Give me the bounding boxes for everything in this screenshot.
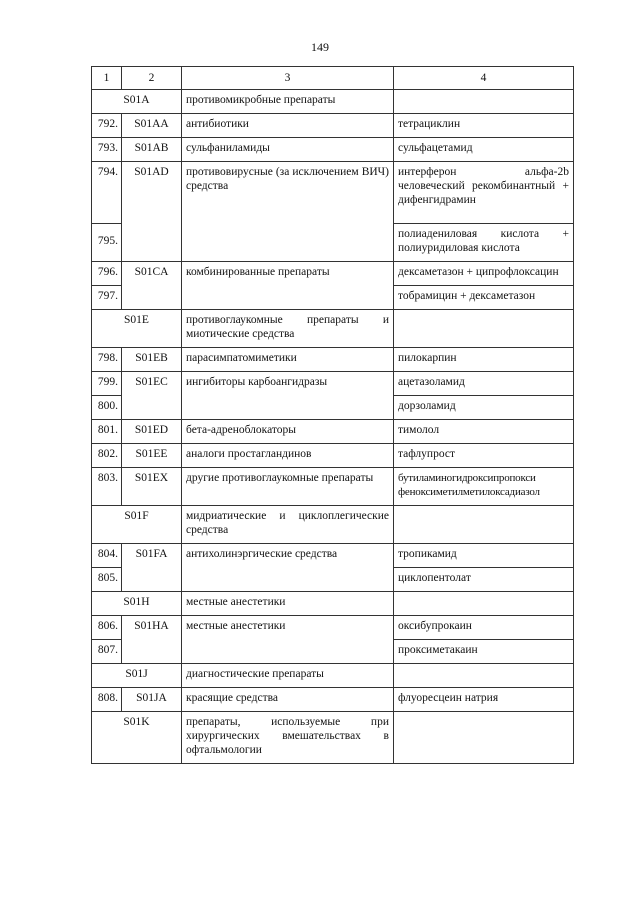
group-row bbox=[92, 592, 574, 616]
drug-name: дорзоламид bbox=[394, 396, 574, 420]
atc-description: ингибиторы карбоангидразы bbox=[182, 372, 394, 420]
atc-code: S01CA bbox=[122, 262, 182, 310]
row-number: 792. bbox=[92, 114, 122, 138]
row-number: 800. bbox=[92, 396, 122, 420]
empty-cell bbox=[394, 310, 574, 348]
group-code: S01A bbox=[92, 90, 182, 114]
row-number: 802. bbox=[92, 444, 122, 468]
empty-cell bbox=[394, 592, 574, 616]
drug-table bbox=[91, 66, 574, 764]
row-number: 796. bbox=[92, 262, 122, 286]
empty-cell bbox=[394, 664, 574, 688]
table-row bbox=[92, 616, 574, 640]
row-number: 808. bbox=[92, 688, 122, 712]
drug-name: тропикамид bbox=[394, 544, 574, 568]
group-row bbox=[92, 712, 574, 764]
header-col-2: 2 bbox=[122, 67, 182, 90]
row-number: 794. bbox=[92, 162, 122, 224]
table-row bbox=[92, 468, 574, 506]
row-number: 797. bbox=[92, 286, 122, 310]
drug-name: флуоресцеин натрия bbox=[394, 688, 574, 712]
group-row bbox=[92, 506, 574, 544]
table-row bbox=[92, 688, 574, 712]
atc-description: другие противоглаукомные препараты bbox=[182, 468, 394, 506]
group-row bbox=[92, 664, 574, 688]
table-row bbox=[92, 420, 574, 444]
atc-description: антихолинэргические средства bbox=[182, 544, 394, 592]
empty-cell bbox=[394, 712, 574, 764]
drug-name: тимолол bbox=[394, 420, 574, 444]
page-number: 149 bbox=[311, 40, 329, 54]
header-col-4: 4 bbox=[394, 67, 574, 90]
table-row bbox=[92, 262, 574, 286]
drug-name: циклопентолат bbox=[394, 568, 574, 592]
group-code: S01E bbox=[92, 310, 182, 348]
table-row bbox=[92, 138, 574, 162]
drug-name: интерферон альфа-2b человеческий рекомбинантный + дифенгидрамин bbox=[394, 162, 574, 224]
drug-name: пилокарпин bbox=[394, 348, 574, 372]
atc-code: S01EC bbox=[122, 372, 182, 420]
drug-name: проксиметакаин bbox=[394, 640, 574, 664]
drug-name: ацетазоламид bbox=[394, 372, 574, 396]
row-number: 793. bbox=[92, 138, 122, 162]
atc-code: S01EB bbox=[122, 348, 182, 372]
drug-name: дексаметазон + ципрофлоксацин bbox=[394, 262, 574, 286]
group-code: S01H bbox=[92, 592, 182, 616]
group-description: противомикробные препараты bbox=[182, 90, 394, 114]
drug-name: полиадениловая кислота + полиуридиловая кислота bbox=[394, 224, 574, 262]
group-description: мидриатические и циклоплегические средства bbox=[182, 506, 394, 544]
atc-code: S01HA bbox=[122, 616, 182, 664]
row-number: 807. bbox=[92, 640, 122, 664]
atc-description: местные анестетики bbox=[182, 616, 394, 664]
row-number: 801. bbox=[92, 420, 122, 444]
row-number: 806. bbox=[92, 616, 122, 640]
group-description: препараты, используемые при хирургических вмешательствах в офтальмологии bbox=[182, 712, 394, 764]
atc-description: парасимпатомиметики bbox=[182, 348, 394, 372]
atc-code: S01JA bbox=[122, 688, 182, 712]
row-number: 804. bbox=[92, 544, 122, 568]
header-col-1: 1 bbox=[92, 67, 122, 90]
table-header-row bbox=[92, 67, 574, 90]
drug-name: тетрациклин bbox=[394, 114, 574, 138]
atc-code: S01AA bbox=[122, 114, 182, 138]
empty-cell bbox=[394, 506, 574, 544]
table-row bbox=[92, 544, 574, 568]
group-code: S01K bbox=[92, 712, 182, 764]
atc-description: аналоги простагландинов bbox=[182, 444, 394, 468]
header-col-3: 3 bbox=[182, 67, 394, 90]
group-row bbox=[92, 90, 574, 114]
row-number: 803. bbox=[92, 468, 122, 506]
table-row bbox=[92, 114, 574, 138]
atc-description: красящие средства bbox=[182, 688, 394, 712]
group-row bbox=[92, 310, 574, 348]
table-row bbox=[92, 162, 574, 224]
atc-code: S01EE bbox=[122, 444, 182, 468]
table-row bbox=[92, 348, 574, 372]
group-code: S01F bbox=[92, 506, 182, 544]
drug-name: тобрамицин + дексаметазон bbox=[394, 286, 574, 310]
group-description: противоглаукомные препараты и миотические средства bbox=[182, 310, 394, 348]
atc-description: противовирусные (за исключением ВИЧ) средства bbox=[182, 162, 394, 262]
atc-description: антибиотики bbox=[182, 114, 394, 138]
group-description: диагностические препараты bbox=[182, 664, 394, 688]
atc-code: S01AD bbox=[122, 162, 182, 262]
group-description: местные анестетики bbox=[182, 592, 394, 616]
atc-description: комбинированные препараты bbox=[182, 262, 394, 310]
atc-code: S01ED bbox=[122, 420, 182, 444]
atc-code: S01EX bbox=[122, 468, 182, 506]
row-number: 799. bbox=[92, 372, 122, 396]
table-row bbox=[92, 444, 574, 468]
empty-cell bbox=[394, 90, 574, 114]
drug-name: сульфацетамид bbox=[394, 138, 574, 162]
drug-name: бутиламиногидроксипропокси феноксиметилметилоксадиазол bbox=[394, 468, 574, 506]
atc-code: S01FA bbox=[122, 544, 182, 592]
group-code: S01J bbox=[92, 664, 182, 688]
row-number: 805. bbox=[92, 568, 122, 592]
table-row bbox=[92, 372, 574, 396]
drug-name: тафлупрост bbox=[394, 444, 574, 468]
drug-name: оксибупрокаин bbox=[394, 616, 574, 640]
row-number: 798. bbox=[92, 348, 122, 372]
atc-description: бета-адреноблокаторы bbox=[182, 420, 394, 444]
row-number: 795. bbox=[92, 224, 122, 262]
atc-description: сульфаниламиды bbox=[182, 138, 394, 162]
atc-code: S01AB bbox=[122, 138, 182, 162]
